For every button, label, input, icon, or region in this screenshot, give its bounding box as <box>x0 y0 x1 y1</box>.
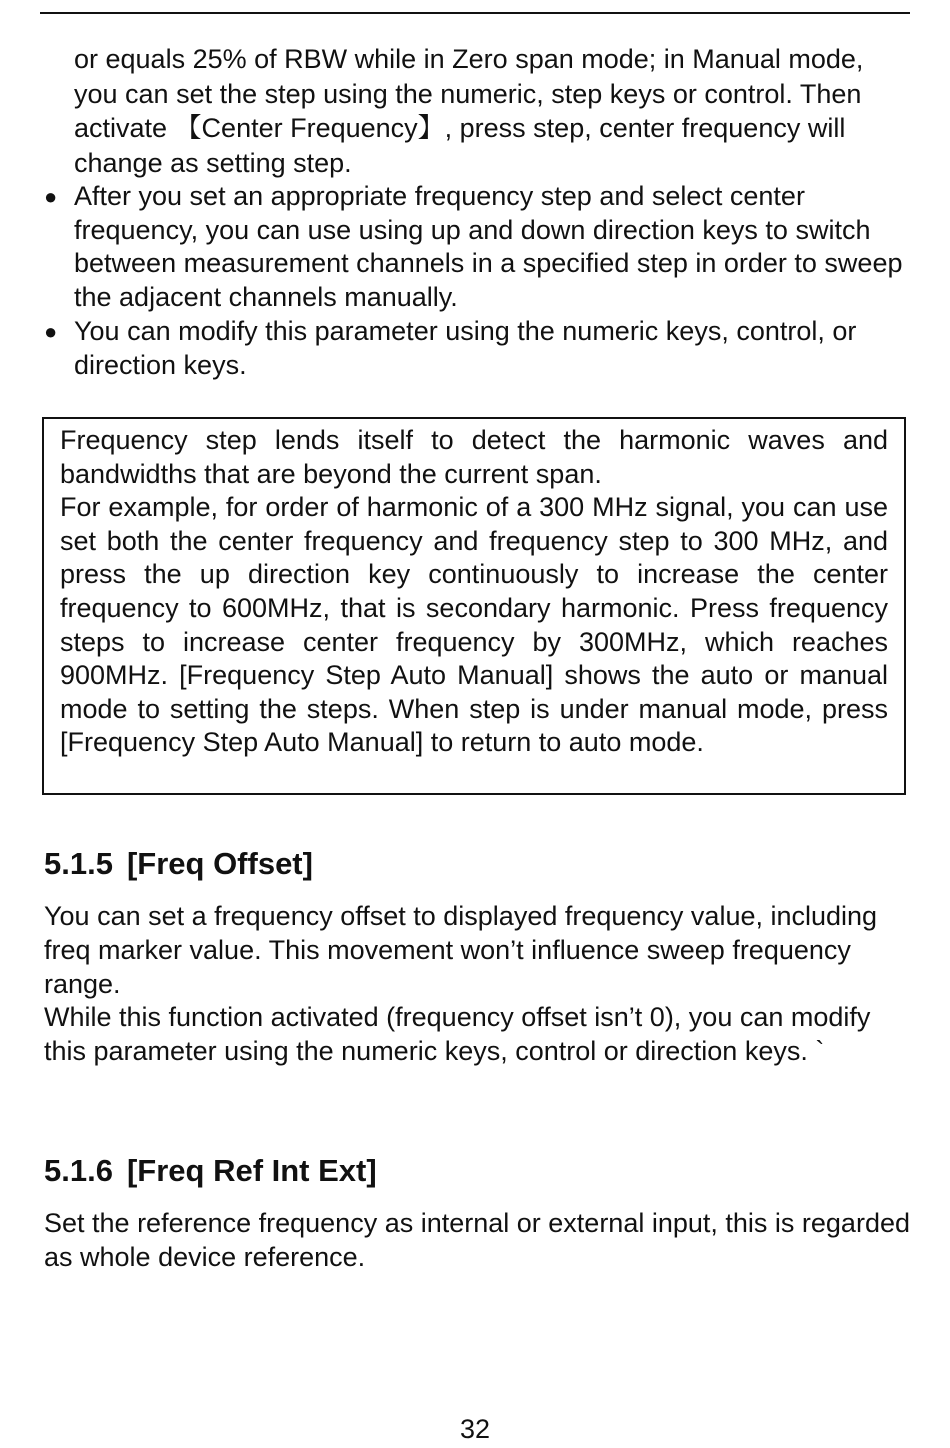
freq-offset-paragraph: While this function activated (frequency offset isn’t 0), you can modify this parameter using the numeric keys, control or direction keys. ` <box>44 1002 871 1066</box>
section-title: [Freq Ref Int Ext] <box>126 1153 377 1188</box>
section-heading-freq-ref <box>44 1151 377 1191</box>
bullet-text: You can modify this parameter using the numeric keys, control, or direction keys. <box>74 315 857 380</box>
bullet-list <box>44 180 910 382</box>
bullet-text: After you set an appropriate frequency step and select center frequency, you can use using up and down direction keys to switch between measurement channels in a specified step in order to sweep the adjacent channels manually. <box>74 181 903 313</box>
page-number: 32 <box>459 1414 491 1444</box>
note-paragraph: For example, for order of harmonic of a 300 MHz signal, you can use set both the center frequency and frequency step to 300 MHz, and press the up direction key continuously to increase the center frequency to 600MHz, that is secondary harmonic. Press frequency steps to increase center frequency by 300MHz, which reaches 900MHz. [Frequency Step Auto Manual] shows the auto or manual mode to setting the steps. When step is under manual mode, press [Frequency Step Auto Manual] to return to auto mode. <box>60 492 888 758</box>
bullet-item <box>44 180 910 315</box>
bullet-item <box>44 315 910 382</box>
section-heading-freq-offset <box>44 844 313 884</box>
section-title: [Freq Offset] <box>126 846 313 881</box>
note-box <box>42 417 906 795</box>
continuation-paragraph: or equals 25% of RBW while in Zero span mode; in Manual mode, you can set the step using the numeric, step keys or control. Then activate 【Center Frequency】, press step, center frequency will change as setting step. <box>74 44 864 178</box>
section-number: 5.1.5 <box>44 846 113 881</box>
note-paragraph: Frequency step lends itself to detect the harmonic waves and bandwidths that are beyond the current span. <box>60 425 888 489</box>
header-rule <box>40 12 910 14</box>
bullet-dot-icon: ● <box>44 318 58 344</box>
bullet-dot-icon: ● <box>44 184 58 209</box>
section-number: 5.1.6 <box>44 1153 113 1188</box>
freq-ref-paragraph: Set the reference frequency as internal or external input, this is regarded as whole device reference. <box>44 1208 910 1272</box>
freq-offset-paragraph: You can set a frequency offset to displayed frequency value, including freq marker value. This movement won’t influence sweep frequency range. <box>44 901 878 999</box>
